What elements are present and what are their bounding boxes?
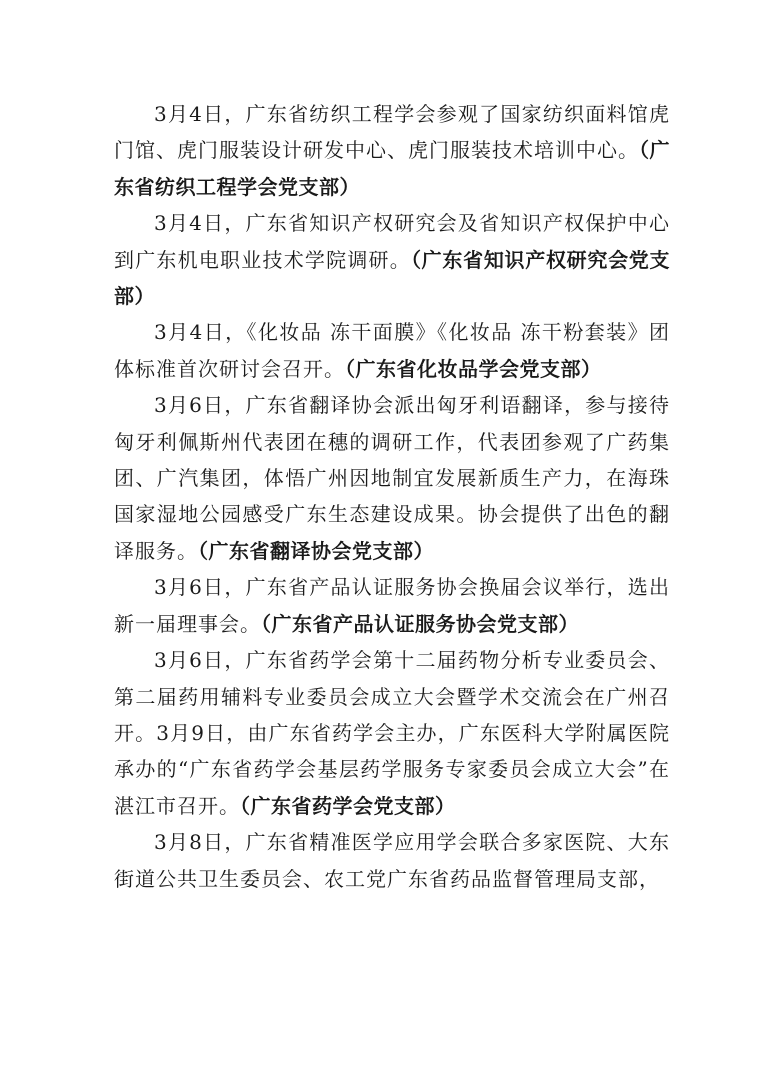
party-branch-label: （广东省药学会党支部） [240, 793, 456, 818]
document-body [114, 96, 670, 897]
paragraph-ip-research [114, 205, 670, 314]
paragraph-text: 3月6日，广东省翻译协会派出匈牙利语翻译，参与接待匈牙利佩斯州代表团在穗的调研工作，代表团参观了广药集团、广汽集团，体悟广州因地制宜发展新质生产力，在海珠国家湿地公园感受广东生态建设成果。协会提供了出色的翻译服务。 [114, 393, 670, 563]
party-branch-label: （广东省化妆品学会党支部） [345, 356, 602, 381]
paragraph-pharmaceutical-society [114, 642, 670, 824]
paragraph-text: 3月6日，广东省产品认证服务协会换届会议举行，选出新一届理事会。 [114, 575, 670, 636]
party-branch-label: （广东省纺织工程学会党支部） [114, 138, 670, 199]
paragraph-textile-society [114, 96, 670, 205]
paragraph-translation-association [114, 387, 670, 569]
paragraph-cosmetics-society [114, 314, 670, 387]
paragraph-text: 3月8日，广东省精准医学应用学会联合多家医院、大东街道公共卫生委员会、农工党广东省药品监督管理局支部， [114, 830, 670, 891]
paragraph-precision-medicine [114, 824, 670, 897]
paragraph-text: 3月4日，《化妆品 冻干面膜》《化妆品 冻干粉套装》团体标准首次研讨会召开。 [114, 320, 670, 381]
paragraph-text: 3月4日，广东省知识产权研究会及省知识产权保护中心到广东机电职业技术学院调研。 [114, 211, 670, 272]
party-branch-label: （广东省知识产权研究会党支部） [114, 247, 671, 309]
paragraph-text: 3月6日，广东省药学会第十二届药物分析专业委员会、第二届药用辅料专业委员会成立大会暨学术交流会在广州召开。3月9日，由广东省药学会主办，广东医科大学附属医院承办的“广东省药学会基层药学服务专家委员会成立大会”在湛江市召开。 [114, 648, 670, 818]
party-branch-label: （广东省产品认证服务协会党支部） [261, 611, 579, 636]
paragraph-text: 3月4日，广东省纺织工程学会参观了国家纺织面料馆虎门馆、虎门服装设计研发中心、虎门服装技术培训中心。 [114, 102, 670, 163]
party-branch-label: （广东省翻译协会党支部） [198, 538, 434, 563]
paragraph-product-certification [114, 569, 670, 642]
